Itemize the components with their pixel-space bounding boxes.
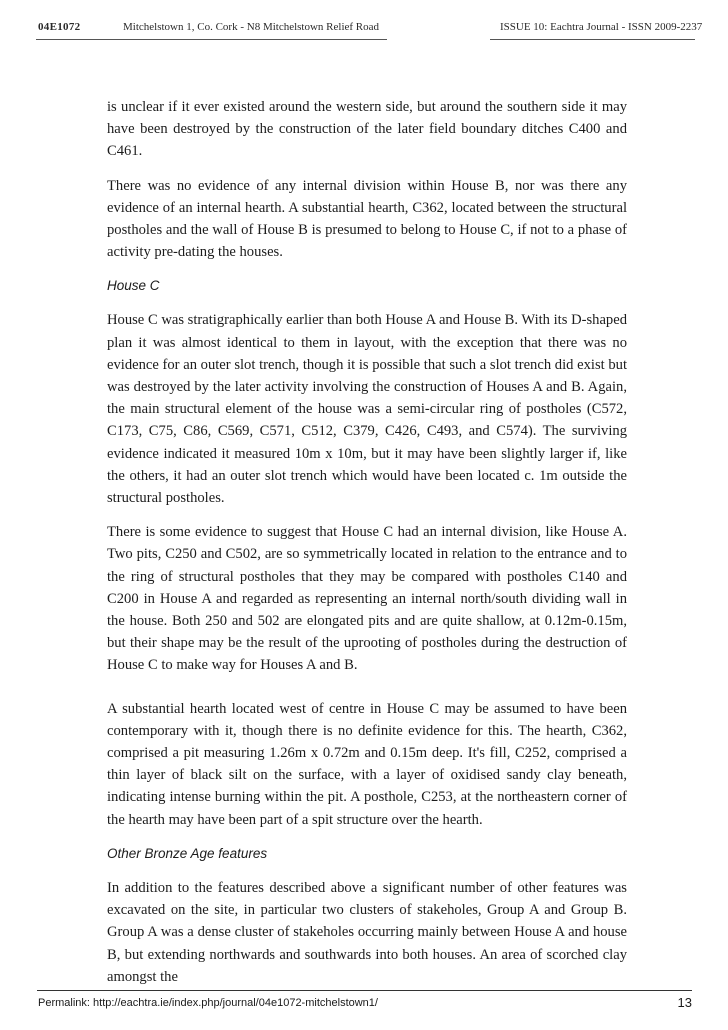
footer-rule (37, 990, 692, 991)
site-title: Mitchelstown 1, Co. Cork - N8 Mitchelstown Relief Road (123, 21, 380, 33)
header-rule-left (36, 39, 387, 40)
header-rule-right (490, 39, 695, 40)
paragraph-6: In addition to the features described above a significant number of other features was excavated on the site, in particular two clusters of stakeholes, Group A and Group B. Group A was a dense cluster of stakeholes occurring mainly between House A and house B, but extending northwards and southwards into both houses. An area of scorched clay amongst the (107, 879, 627, 985)
section-heading-other-features: Other Bronze Age features (107, 845, 268, 861)
paragraph-1: is unclear if it ever existed around the western side, but around the southern side it may have been destroyed by the construction of the later field boundary ditches C400 and C461. (107, 99, 627, 160)
paragraph-2: There was no evidence of any internal division within House B, nor was there any evidence of an internal hearth. A substantial hearth, C362, located between the structural postholes and the wall of House B is presumed to belong to House C, if not to a phase of activity pre-dating the houses. (107, 177, 627, 261)
page-header (0, 0, 728, 50)
article-body (107, 96, 627, 988)
section-heading-house-c: House C (107, 278, 160, 294)
paragraph-5: A substantial hearth located west of centre in House C may be assumed to have been contemporary with it, though there is no definite evidence for this. The hearth, C362, comprised a pit measuring 1.26m x 0.72m and 0.15m deep. It's fill, C252, comprised a thin layer of black silt on the surface, with a layer of oxidised sandy clay beneath, indicating intense burning within the pit. A posthole, C253, at the northeastern corner of the hearth may have been part of a spit structure over the hearth. (107, 700, 627, 828)
paragraph-3: House C was stratigraphically earlier than both House A and House B. With its D-shaped plan it was almost identical to them in layout, with the exception that there was no evidence for an outer slot trench, though it is possible that such a slot trench did exist but was destroyed by the later activity involving the construction of Houses A and B. Again, the main structural element of the house was a semi-circular ring of postholes (C572, C173, C75, C86, C569, C571, C512, C379, C426, C493, and C574). The surviving evidence indicated it measured 10m x 10m, but it may have been slightly larger if, like the others, it had an outer slot trench which would have been located c. 1m outside the structural postholes. (107, 312, 627, 507)
page-footer (0, 990, 728, 1030)
paragraph-4: There is some evidence to suggest that House C had an internal division, like House A. Two pits, C250 and C502, are so symmetrically located in relation to the entrance and to the ring of structural postholes that they may be compared with postholes C140 and C200 in House A and regarded as representing an internal north/south dividing wall in the house. Both 250 and 502 are elongated pits and are quite shallow, at 0.12m-0.15m, but their shape may be the result of the uprooting of postholes during the destruction of House C to make way for Houses A and B. (107, 524, 627, 674)
permalink-link[interactable]: Permalink: http://eachtra.ie/index.php/journal/04e1072-mitchelstown1/ (38, 997, 378, 1009)
licence-code: 04E1072 (38, 21, 81, 33)
page-number: 13 (677, 995, 692, 1010)
journal-issue: ISSUE 10: Eachtra Journal - ISSN 2009-2237 (500, 21, 703, 33)
